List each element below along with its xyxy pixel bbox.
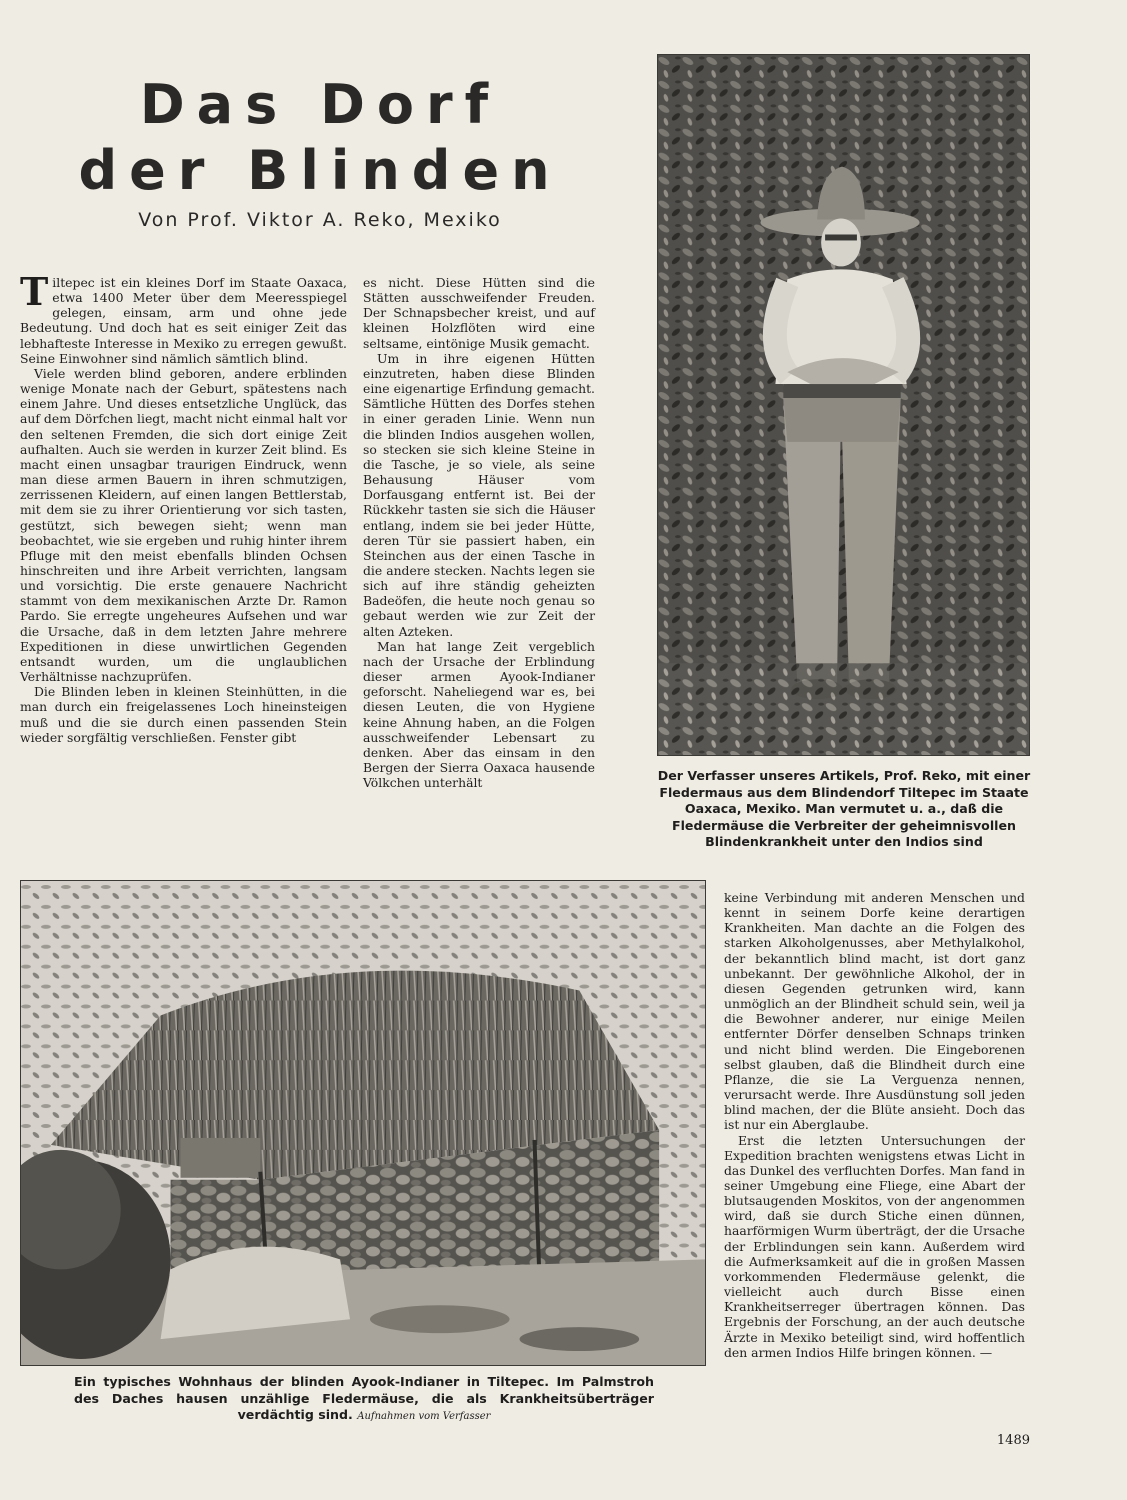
hut-caption-text: Ein typisches Wohnhaus der blinden Ayook-Indianer in Tiltepec. Im Palmstroh des Daches hausen unzählige Fledermäuse, die als Krankheitsüberträger verdächtig sind. (74, 1374, 654, 1422)
title-line-1: Das Dorf (139, 73, 501, 136)
portrait-photo (657, 54, 1030, 756)
paragraph: Um in ihre eigenen Hütten einzutreten, haben diese Blinden eine eigenartige Erfindung gemacht. Sämtliche Hütten des Dorfes stehen in einer geraden Linie. Wenn nun die blinden Indios ausgehen wollen, so stecken sie sich kleine Steine in die Tasche, je so viele, als seine Behausung Häuser vom Dorfausgang entfernt ist. Bei der Rückkehr tasten sie sich die Häuser entlang, indem sie bei jeder Hütte, deren Tür sie passiert haben, ein Steinchen aus der einen Tasche in die andere stecken. Nachts legen sie sich auf ihre ständig geheizten Badeöfen, die heute noch genau so gebaut werden wie zur Zeit der alten Azteken. (363, 350, 595, 639)
portrait-caption: Der Verfasser unseres Artikels, Prof. Reko, mit einer Fledermaus aus dem Blindendorf Tiltepec im Staate Oaxaca, Mexiko. Man vermutet u. a., daß die Fledermäuse die Verbreiter der geheimnisvollen Blindenkrankheit unter den Indios sind (657, 768, 1031, 849)
title-line-2: der Blinden (78, 139, 562, 202)
photo-credit: Aufnahmen vom Verfasser (357, 1411, 491, 1422)
text-column-2 (363, 275, 595, 790)
paragraph: es nicht. Diese Hütten sind die Stätten ausschweifender Freuden. Der Schnapsbecher kreist, und auf kleinen Holzflöten wird eine seltsame, eintönige Musik gemacht. (363, 275, 595, 351)
page-number: 1489 (996, 1433, 1030, 1448)
hut-photo (20, 880, 706, 1366)
hut-caption (74, 1374, 654, 1426)
drop-cap: T (20, 269, 49, 314)
paragraph-text: iltepec ist ein kleines Dorf im Staate Oaxaca, etwa 1400 Meter über dem Meeresspiegel gelegen, einsam, arm und ohne jede Bedeutung. Und doch hat es seit einiger Zeit das lebhafteste Interesse in Mexiko zu erregen gewußt. Seine Einwohner sind nämlich sämtlich blind. (20, 275, 347, 366)
text-column-1 (20, 269, 347, 745)
byline: Von Prof. Viktor A. Reko, Mexiko (138, 209, 502, 231)
paragraph: Man hat lange Zeit vergeblich nach der Ursache der Erblindung dieser armen Ayook-Indianer geforscht. Naheliegend war es, bei diesen Leuten, die von Hygiene keine Ahnung haben, an die Folgen ausschweifender Lebensart zu denken. Aber das einsam in den Bergen der Sierra Oaxaca hausende Völkchen unterhält (363, 638, 595, 791)
paragraph (20, 269, 347, 366)
paragraph: Erst die letzten Untersuchungen der Expedition brachten wenigstens etwas Licht in das Dunkel des verfluchten Dorfes. Man fand in seiner Umgebung eine Fliege, eine Abart der blutsaugenden Moskitos, von der angenommen wird, daß sie durch Stiche einen dünnen, haarförmigen Wurm überträgt, der die Ursache der Erblindungen sein kann. Außerdem wird die Aufmerksamkeit auf die in großen Massen vorkommenden Fledermäuse gelenkt, die vielleicht auch durch Bisse einen Krankheitserreger übertragen können. Das Ergebnis der Forschung, an der auch deutsche Ärzte in Mexiko beteiligt sind, wird hoffentlich den armen Indios Hilfe bringen können. — (724, 1132, 1025, 1360)
article-title (60, 72, 580, 204)
paragraph: Viele werden blind geboren, andere erblinden wenige Monate nach der Geburt, spätestens nach einem Jahre. Und dieses entsetzliche Unglück, das auf dem Dörfchen liegt, macht nicht einmal halt vor den seltenen Fremden, die sich dort einige Zeit aufhalten. Auch sie werden in kurzer Zeit blind. Es macht einen unsagbar traurigen Eindruck, wenn man diese armen Bauern in ihren schmutzigen, zerrissenen Kleidern, auf einen langen Bettlerstab, mit dem sie zu ihrer Orientierung vor sich tasten, gestützt, sich bewegen sieht; wenn man beobachtet, wie sie ergeben und ruhig hinter ihrem Pfluge mit den meist ebenfalls blinden Ochsen hinschreiten und ihre Arbeit verrichten, langsam und vorsichtig. Die erste genauere Nachricht stammt von dem mexikanischen Arzte Dr. Ramon Pardo. Sie erregte ungeheures Aufsehen und war die Ursache, daß in dem letzten Jahre mehrere Expeditionen in diese unwirtlichen Gegenden entsandt wurden, um die unglaublichen Verhältnisse nachzuprüfen. (20, 365, 347, 685)
text-column-3 (724, 890, 1025, 1360)
portrait-photo-image (658, 55, 1029, 755)
paragraph: Die Blinden leben in kleinen Steinhütten, in die man durch ein freigelassenes Loch hineinsteigen muß und die sie durch einen passenden Stein wieder sorgfältig verschließen. Fenster gibt (20, 684, 347, 745)
paragraph: keine Verbindung mit anderen Menschen und kennt in seinem Dorfe keine derartigen Krankheiten. Man dachte an die Folgen des starken Alkoholgenusses, aber Methylalkohol, der bekanntlich blind macht, ist dort ganz unbekannt. Der gewöhnliche Alkohol, der in diesen Gegenden getrunken wird, kann unmöglich an der Blindheit schuld sein, weil ja die Bewohner anderer, nur einige Meilen entfernter Dörfer denselben Schnaps trinken und nicht blind werden. Die Eingeborenen selbst glauben, daß die Blindheit durch eine Pflanze, die sie La Verguenza nennen, verursacht werde. Ihre Ausdünstung soll jeden blind machen, der die Blüte ansieht. Doch das ist nur ein Aberglaube. (724, 890, 1025, 1133)
hut-photo-image (21, 881, 705, 1365)
